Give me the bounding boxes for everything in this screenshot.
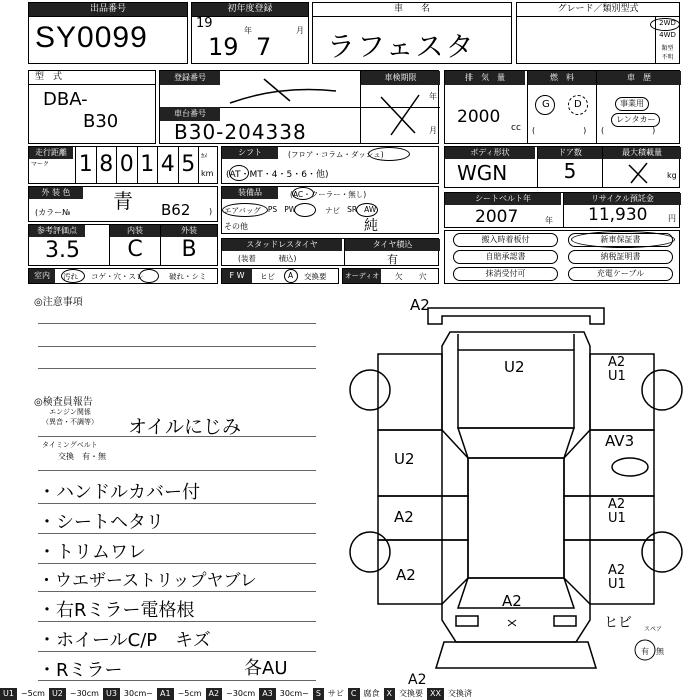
lot-number-box [28, 2, 188, 64]
damage-mark: AV3 [605, 432, 635, 450]
studless-loaded: 積込 [278, 254, 294, 263]
registration-cross-mark [220, 75, 340, 107]
body-type-label: ボディ形状 [445, 147, 535, 159]
mileage-digit: 8 [96, 147, 117, 183]
shift-column: コラム [320, 150, 344, 159]
report-item: ・シートヘタリ [38, 512, 164, 533]
shift-at-circle [229, 165, 249, 181]
damage-mark: A2 U1 [608, 563, 626, 592]
inspection-cross-mark [375, 89, 425, 139]
fuel-selection-circle [535, 95, 555, 115]
legend-value: 腐食 [363, 689, 380, 698]
tire-box: スタッドレスタイヤ (装着 積込) タイヤ積込 有 [221, 238, 439, 266]
damage-mark: U2 [504, 358, 525, 376]
fuel-label: 燃 料 [528, 71, 596, 85]
report-item: ・ウエザーストリップヤブレ [38, 571, 257, 591]
legend-value: ~5cm [177, 689, 202, 698]
damage-mark: A2 [502, 592, 522, 610]
body-box [444, 146, 680, 188]
car-name-label: 車 名 [313, 3, 511, 17]
interior-condition-label: 室内 [29, 269, 55, 283]
shift-floor: フロア [290, 150, 314, 159]
legend-key: C [348, 688, 360, 700]
car-name: ラフェスタ [327, 30, 476, 63]
month-unit: 月 [296, 26, 304, 35]
doc-item: 自賠承認書 [453, 250, 558, 264]
legend-value: 30cm~ [279, 689, 309, 698]
model-label: 型 式 [29, 71, 155, 85]
legend-key: X [384, 688, 395, 700]
registration-box [159, 70, 439, 144]
audio-label: オーディオ [343, 269, 381, 283]
color-code-label: (カラー№ [35, 208, 71, 217]
damage-mark: A2 [408, 672, 427, 688]
shift-mt: MT [249, 170, 263, 180]
year-unit: 年 [244, 26, 252, 35]
audio-box [342, 268, 439, 284]
shift-at: AT [229, 170, 241, 180]
fuel-box: 燃 料 G D ( ) [527, 71, 597, 143]
lot-number-label: 出品番号 [29, 3, 187, 17]
lot-number: SY0099 [35, 21, 148, 54]
legend-key: U2 [49, 688, 66, 700]
model-line2: B30 [83, 111, 119, 132]
legend-bar [0, 688, 700, 700]
timing-belt-label: タイミングベルト [42, 441, 98, 449]
equip-airbag-circle [222, 203, 268, 217]
color-value: 青 [113, 189, 133, 213]
car-damage-diagram [340, 290, 690, 686]
inspection-month-unit: 月 [429, 126, 437, 135]
damage-mark: A2 [410, 296, 430, 314]
report-last-note: 各AU [244, 658, 288, 679]
report-item: ・トリムワレ [38, 542, 146, 563]
chassis-label: 車台番号 [160, 107, 220, 121]
model-line1: DBA- [43, 89, 88, 110]
equip-ac-circle [292, 187, 314, 200]
legend-key: U1 [0, 688, 17, 700]
max-load-unit: kg [667, 171, 677, 180]
fw-crack: ヒビ [260, 272, 275, 281]
selection-circle [650, 18, 680, 31]
legend-value: サビ [327, 689, 344, 698]
fw-replace: 交換要 [304, 272, 327, 281]
legend-value: ~30cm [226, 689, 256, 698]
fuel-d: D [574, 99, 582, 110]
fuel-g: G [542, 99, 550, 110]
audio-hole: 穴 [419, 272, 427, 281]
seat-belt-unit: 年 [545, 216, 553, 225]
recycle-value: 11,930 [588, 205, 648, 225]
damage-mark: A2 U1 [608, 355, 626, 384]
engine-info-box [444, 70, 680, 144]
doc-selection-circle [571, 231, 675, 248]
fw-box [221, 268, 339, 284]
report-item: ・ハンドルカバー付 [38, 482, 200, 503]
mileage-digit: 0 [116, 147, 137, 183]
legend-value: 30cm~ [123, 689, 153, 698]
history-business: 事業用 [615, 97, 649, 111]
doors-label: ドア数 [538, 147, 602, 159]
body-type-value: WGN [457, 161, 508, 185]
interior-condition-tear: 破れ・シミ [169, 272, 207, 281]
first-registration-year: 19 [208, 33, 239, 61]
grade-box [516, 2, 680, 64]
engine-note: オイルにじみ [128, 416, 242, 438]
shift-dash: ダッシュ [350, 150, 381, 159]
legend-key: A1 [157, 688, 174, 700]
shift-dash-circle [368, 147, 410, 161]
max-load-label: 最大積載量 [603, 147, 681, 159]
studless-label: スタッドレスタイヤ [222, 239, 342, 251]
car-name-box [312, 2, 512, 64]
color-label: 外 装 色 [29, 187, 83, 199]
history-label: 車 歴 [597, 71, 681, 85]
legend-key: A3 [259, 688, 276, 700]
color-box: 外 装 色 青 (カラー№ B62 ) [28, 186, 218, 222]
fw-label: F W [222, 269, 252, 283]
doc-item: 納税証明書 [568, 250, 673, 264]
registration-number-label: 登録番号 [160, 71, 220, 85]
documents-box [444, 230, 680, 284]
report-item: ・ホイールC/P キズ [38, 630, 211, 651]
damage-mark: A2 U1 [608, 497, 626, 526]
equip-airbag: エアバッグ [224, 206, 261, 215]
shift-box: シフト (フロア・コラム・ダッシュ) (AT・MT・4・5・6・他) [221, 146, 439, 184]
equip-ps: PS [267, 205, 278, 214]
legend-value: 交換済 [447, 689, 472, 698]
interior-condition-burn: コゲ・穴・スレ [91, 272, 144, 281]
inspection-box [360, 71, 440, 143]
seat-belt-label: シートベルト年 [445, 193, 561, 205]
damage-mark: A2 [394, 508, 414, 526]
spare-yes: 有 [641, 647, 649, 656]
first-registration-era: 19 [196, 16, 213, 31]
max-load-cross-mark [625, 161, 651, 185]
notes-label: ◎注意事項 [34, 297, 83, 308]
color-code: B62 [161, 201, 191, 219]
equipment-box: 装備品 (AC・クーラー・無し) エアバッグ PS PW ナビ SR AW その他 純 [221, 186, 439, 234]
inspection-year-unit: 年 [429, 92, 437, 101]
mileage-digit: 4 [157, 147, 178, 183]
history-rental: レンタカー [611, 113, 660, 127]
equip-sr: SR [347, 205, 358, 214]
legend-key: XX [427, 688, 444, 700]
equip-none: 無し [348, 190, 364, 199]
displacement-label: 排 気 量 [445, 71, 525, 85]
exterior-score: B [181, 237, 197, 262]
interior-score-label: 内装 [110, 225, 160, 237]
spare-note: ヒビ [604, 615, 632, 631]
displacement-unit: cc [511, 123, 521, 133]
equip-pw-circle [294, 203, 316, 217]
damage-mark: A2 [396, 566, 416, 584]
equip-ac: AC [292, 190, 304, 199]
total-score-label: 参考評価点 [29, 225, 85, 237]
gear-6: 6 [301, 170, 308, 180]
first-registration-label: 初年度登録 [192, 3, 308, 17]
equip-other-mark: 純 [364, 218, 378, 234]
tire-load-label: タイヤ積込 [345, 239, 440, 251]
engine-label: エンジン関係 （異音・不調等） [42, 408, 98, 426]
legend-value: ~30cm [69, 689, 99, 698]
recycle-label: リサイクル預託金 [564, 193, 681, 205]
mileage-digit: 1 [75, 147, 96, 183]
grade-label: グレード／類別型式 [517, 3, 679, 17]
report-item: ・Rミラー [38, 660, 123, 681]
legend-key: U3 [103, 688, 120, 700]
report-item: ・右Rミラー電格根 [38, 600, 195, 621]
first-registration-box [191, 2, 309, 64]
belt-recycle-box [444, 192, 680, 228]
mileage-mark-label: マーク [31, 161, 50, 168]
mileage-box [28, 146, 218, 184]
doc-item: 充電ケーブル [568, 267, 673, 281]
shift-label: シフト [222, 147, 278, 159]
mileage-label: 走行距離 [29, 147, 73, 159]
legend-key: S [313, 688, 324, 700]
mileage-unit-top: ｶﾒ [201, 153, 208, 160]
tire-load-value: 有 [387, 253, 398, 266]
damage-mark: U2 [394, 450, 415, 468]
studless-mounted: 装着 [240, 254, 256, 263]
displacement-value: 2000 [457, 107, 501, 127]
equipment-label: 装備品 [222, 187, 278, 199]
doc-item: 抹消受付可 [453, 267, 558, 281]
exterior-score-label: 外装 [161, 225, 217, 237]
equip-navi: ナビ [325, 206, 341, 215]
mileage-unit: km [201, 169, 214, 178]
model-box [28, 70, 156, 144]
inspection-label: 車検期限 [361, 71, 440, 85]
equip-pw: PW [284, 205, 297, 214]
total-score: 3.5 [45, 238, 80, 263]
legend-value: 交換要 [398, 689, 423, 698]
seat-belt-year: 2007 [475, 207, 519, 227]
doc-item: 新車保証書 [568, 233, 673, 247]
interior-condition-box [28, 268, 218, 284]
opt-other: 類型 不明 [661, 45, 674, 61]
fw-a: A [288, 271, 294, 280]
first-registration-month: 7 [256, 33, 272, 61]
interior-score: C [127, 237, 143, 262]
legend-key: A2 [206, 688, 223, 700]
gear-4: 4 [271, 170, 278, 180]
spare-none: 無 [656, 647, 664, 656]
spare-label: スペア [644, 626, 663, 633]
audio-missing: 欠 [395, 272, 403, 281]
equip-aw: AW [364, 205, 377, 214]
doc-item: 搬入時着板付 [453, 233, 558, 247]
history-box: 車 歴 事業用 レンタカー ( ) [597, 71, 681, 143]
interior-condition-dirt: 汚れ [63, 272, 78, 281]
mileage-digit: 5 [178, 147, 200, 183]
chassis-number: B30-204338 [174, 120, 307, 144]
gear-other: 他 [316, 170, 326, 180]
mileage-digit: 1 [137, 147, 158, 183]
legend-value: ~5cm [20, 689, 45, 698]
report-label: ◎検査員報告 [34, 397, 93, 408]
timing-belt-options: 交換 有・無 [58, 452, 106, 461]
scores-box [28, 224, 218, 266]
gear-5: 5 [286, 170, 293, 180]
opt-4wd: 4WD [659, 31, 676, 39]
equip-cooler: クーラー [310, 190, 341, 199]
mileage-digits [75, 147, 199, 183]
equip-other-label: その他 [224, 222, 248, 231]
recycle-unit: 円 [668, 214, 676, 223]
doors-value: 5 [563, 159, 577, 183]
opt-2wd: 2WD [659, 19, 676, 27]
